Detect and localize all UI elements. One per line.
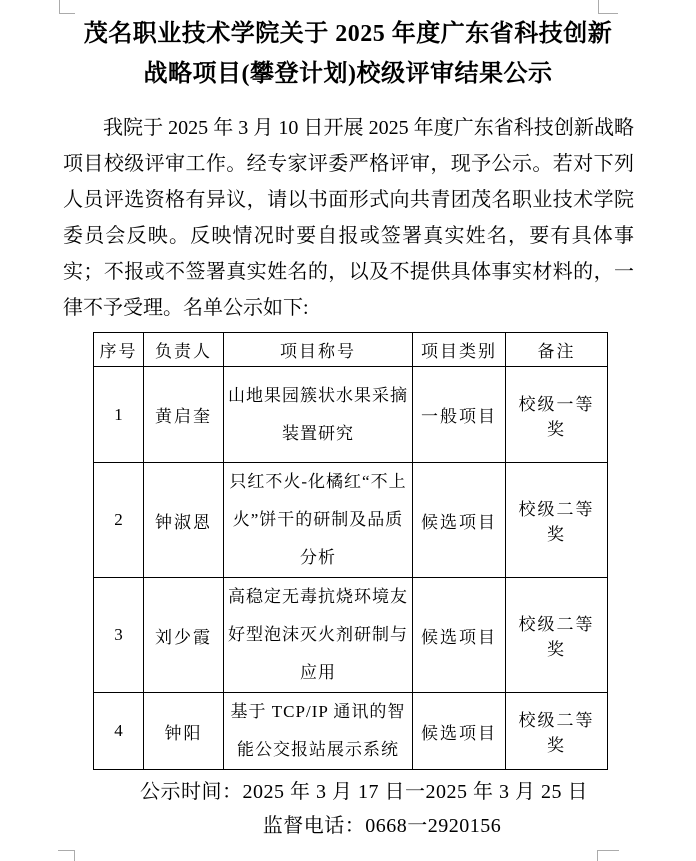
cell-project: 高稳定无毒抗烧环境友好型泡沫灭火剂研制与应用 — [224, 578, 413, 693]
cell-leader: 钟淑恩 — [144, 463, 224, 578]
cell-leader: 刘少霞 — [144, 578, 224, 693]
column-header-remark: 备注 — [506, 333, 608, 367]
column-header-leader: 负责人 — [144, 333, 224, 367]
cell-project: 只红不火-化橘红“不上火”饼干的研制及品质分析 — [224, 463, 413, 578]
cell-leader: 黄启奎 — [144, 367, 224, 463]
table-row — [94, 578, 608, 693]
cell-category: 候选项目 — [413, 693, 506, 770]
cell-category: 一般项目 — [413, 367, 506, 463]
cell-leader: 钟阳 — [144, 693, 224, 770]
crop-mark-top-right-icon — [598, 0, 618, 14]
crop-mark-bottom-right-icon — [597, 850, 619, 861]
table-row — [94, 367, 608, 463]
table-header-row — [94, 333, 608, 367]
cell-remark: 校级二等奖 — [506, 693, 608, 770]
page-title: 茂名职业技术学院关于 2025 年度广东省科技创新战略项目(攀登计划)校级评审结果公示 — [83, 21, 613, 87]
crop-mark-bottom-left-icon — [58, 850, 75, 861]
cell-project: 基于 TCP/IP 通讯的智能公交报站展示系统 — [224, 693, 413, 770]
body-paragraph: 我院于 2025 年 3 月 10 日开展 2025 年度广东省科技创新战略项目校级评审工作。经专家评委严格评审，现予公示。若对下列人员评选资格有异议，请以书面形式向共青团茂名职业技术学院委员会反映。反映情况时要自报或签署真实姓名，要有具体事实；不报或不签署真实姓名的，以及不提供具体事实材料的，一律不予受理。名单公示如下: — [63, 117, 634, 319]
cell-category: 候选项目 — [413, 463, 506, 578]
cell-no: 3 — [94, 578, 144, 693]
cell-no: 1 — [94, 367, 144, 463]
cell-project: 山地果园簇状水果采摘装置研究 — [224, 367, 413, 463]
column-header-category: 项目类别 — [413, 333, 506, 367]
cell-remark: 校级二等奖 — [506, 578, 608, 693]
table-row — [94, 693, 608, 770]
cell-no: 2 — [94, 463, 144, 578]
table-row — [94, 463, 608, 578]
cell-category: 候选项目 — [413, 578, 506, 693]
publicity-period: 公示时间：2025 年 3 月 17 日一2025 年 3 月 25 日 — [140, 781, 588, 803]
cell-remark: 校级一等奖 — [506, 367, 608, 463]
column-header-project: 项目称号 — [224, 333, 413, 367]
results-table — [93, 332, 608, 770]
column-header-no: 序号 — [94, 333, 144, 367]
supervision-phone: 监督电话：0668一2920156 — [262, 815, 502, 837]
cell-no: 4 — [94, 693, 144, 770]
cell-remark: 校级二等奖 — [506, 463, 608, 578]
crop-mark-top-left-icon — [59, 0, 75, 14]
